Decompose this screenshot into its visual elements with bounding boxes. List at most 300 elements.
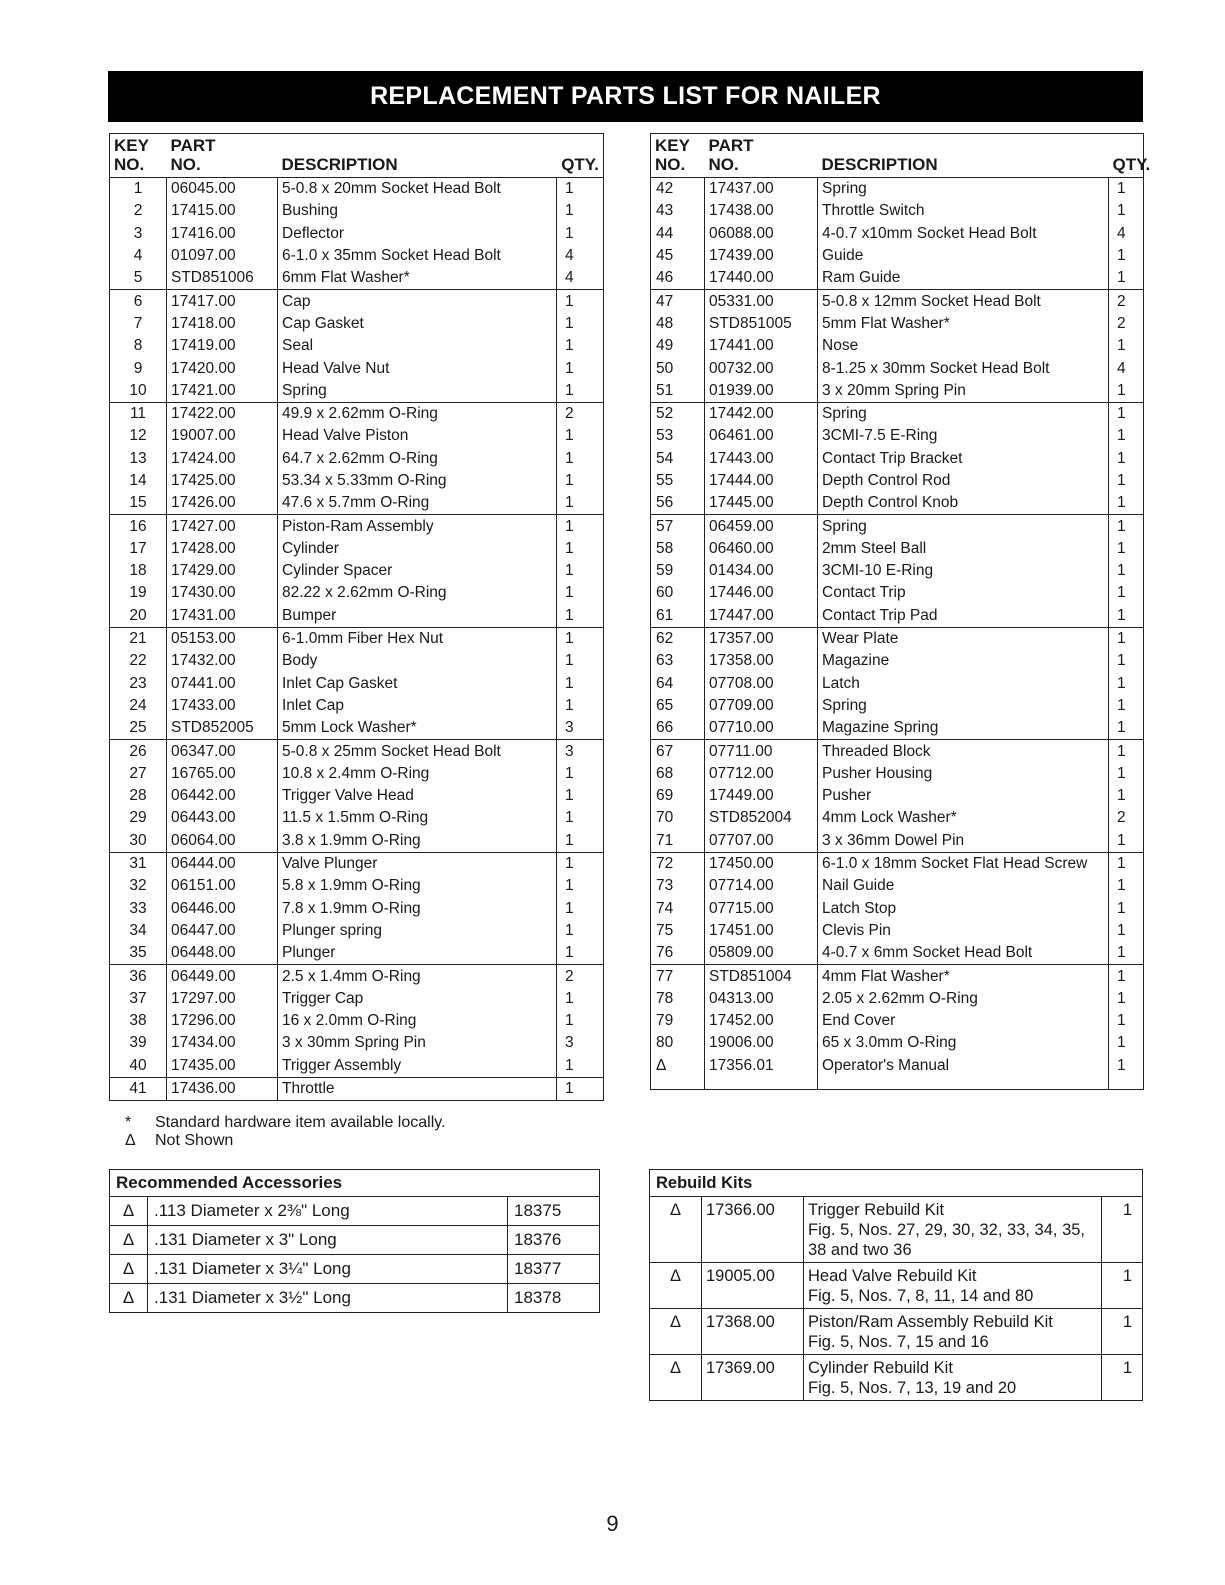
part-description: End Cover: [818, 1010, 1109, 1032]
table-row: [110, 740, 604, 763]
key-number: 52: [651, 402, 705, 425]
table-row: [110, 1077, 604, 1100]
part-description: 7.8 x 1.9mm O-Ring: [278, 898, 557, 920]
table-row: [651, 740, 1144, 763]
key-number: 48: [656, 314, 674, 332]
part-quantity: 1: [1109, 605, 1144, 628]
part-number: STD851006: [167, 267, 278, 290]
part-number: 17450.00: [705, 852, 818, 875]
part-quantity: 1: [557, 898, 604, 920]
part-number: 07711.00: [705, 740, 818, 763]
part-number: 17296.00: [167, 1010, 278, 1032]
table-row: [110, 515, 604, 538]
table-row: [110, 245, 604, 267]
part-quantity: 1: [557, 785, 604, 807]
key-number: 28: [129, 787, 147, 805]
part-description: Spring: [818, 402, 1109, 425]
key-number: 21: [110, 627, 167, 650]
part-number: 17441.00: [705, 335, 818, 357]
part-description: Bumper: [278, 605, 557, 628]
table-row: [651, 335, 1144, 357]
key-number: 67: [651, 740, 705, 763]
table-row: [110, 582, 604, 604]
key-number: 59: [656, 562, 674, 580]
part-quantity: 1: [1109, 1032, 1144, 1054]
part-description: 5mm Lock Washer*: [278, 717, 557, 740]
key-number: 63: [656, 652, 674, 670]
part-description: 64.7 x 2.62mm O-Ring: [278, 448, 557, 470]
table-row: [110, 627, 604, 650]
part-quantity: 1: [557, 627, 604, 650]
part-description: 8-1.25 x 30mm Socket Head Bolt: [818, 357, 1109, 379]
rebuild-kit-row: [650, 1309, 1143, 1355]
table-row: [110, 942, 604, 965]
header-part: PART NO.: [705, 134, 818, 178]
part-description: 5.8 x 1.9mm O-Ring: [278, 875, 557, 897]
part-description: Piston-Ram Assembly: [278, 515, 557, 538]
part-quantity: 1: [557, 852, 604, 875]
part-description: Operator's Manual: [818, 1055, 1109, 1077]
table-row: [110, 898, 604, 920]
table-row: [651, 245, 1144, 267]
part-description: Trigger Assembly: [278, 1055, 557, 1078]
part-description: Contact Trip: [818, 582, 1109, 604]
table-row: [110, 875, 604, 897]
key-number: 77: [651, 965, 705, 988]
key-number: 23: [129, 674, 147, 692]
part-description: 2.5 x 1.4mm O-Ring: [278, 965, 557, 988]
part-number: 17419.00: [167, 335, 278, 357]
part-description: 4mm Lock Washer*: [818, 807, 1109, 829]
part-number: 17446.00: [705, 582, 818, 604]
part-number: 06449.00: [167, 965, 278, 988]
part-description: Pusher Housing: [818, 763, 1109, 785]
part-quantity: 1: [1109, 538, 1144, 560]
part-quantity: 1: [1109, 492, 1144, 515]
kit-quantity: 1: [1102, 1309, 1143, 1355]
part-number: 17431.00: [167, 605, 278, 628]
part-quantity: 4: [557, 267, 604, 290]
part-quantity: 1: [1109, 380, 1144, 403]
part-quantity: 1: [1109, 470, 1144, 492]
part-description: Head Valve Piston: [278, 425, 557, 447]
part-quantity: 1: [1109, 673, 1144, 695]
key-number: 35: [129, 944, 147, 962]
table-row: [651, 898, 1144, 920]
kit-part-number: 17368.00: [702, 1309, 804, 1355]
not-shown-symbol: Δ: [650, 1355, 702, 1401]
table-row: [110, 538, 604, 560]
part-description: 65 x 3.0mm O-Ring: [818, 1032, 1109, 1054]
part-quantity: 2: [1109, 807, 1144, 829]
part-quantity: 1: [1109, 875, 1144, 897]
part-number: 01434.00: [705, 560, 818, 582]
table-row: [110, 470, 604, 492]
part-quantity: 1: [1109, 717, 1144, 740]
part-description: Pusher: [818, 785, 1109, 807]
part-description: 11.5 x 1.5mm O-Ring: [278, 807, 557, 829]
part-number: 07714.00: [705, 875, 818, 897]
part-quantity: 1: [557, 290, 604, 313]
part-number: 19006.00: [705, 1032, 818, 1054]
part-description: Depth Control Rod: [818, 470, 1109, 492]
table-row: [651, 223, 1144, 245]
part-quantity: 4: [557, 245, 604, 267]
key-number: 27: [129, 764, 147, 782]
part-description: 6-1.0 x 18mm Socket Flat Head Screw: [818, 852, 1109, 875]
accessory-description: .131 Diameter x 3½" Long: [148, 1284, 508, 1313]
part-number: 06442.00: [167, 785, 278, 807]
kit-name: Head Valve Rebuild Kit: [808, 1267, 977, 1285]
part-description: Clevis Pin: [818, 920, 1109, 942]
key-number: 12: [129, 427, 147, 445]
part-number: 17356.01: [705, 1055, 818, 1077]
part-number: 05809.00: [705, 942, 818, 965]
table-row: [651, 763, 1144, 785]
key-number: 49: [656, 337, 674, 355]
part-description: Spring: [818, 178, 1109, 201]
part-number: 05331.00: [705, 290, 818, 313]
key-number: 19: [129, 584, 147, 602]
key-number: 55: [656, 472, 674, 489]
part-number: 07710.00: [705, 717, 818, 740]
table-row: [651, 357, 1144, 379]
table-row: [651, 605, 1144, 628]
part-quantity: 1: [557, 1077, 604, 1100]
accessory-part-number: 18377: [508, 1255, 600, 1284]
part-quantity: 1: [1109, 830, 1144, 853]
part-quantity: 2: [1109, 313, 1144, 335]
key-number: 53: [656, 427, 674, 445]
table-row: [651, 785, 1144, 807]
parts-table-header: [651, 134, 1144, 178]
header-description: DESCRIPTION: [278, 134, 557, 178]
key-number: 54: [656, 449, 674, 467]
table-row: [651, 380, 1144, 403]
parts-table-header: [110, 134, 604, 178]
part-number: 17432.00: [167, 650, 278, 672]
key-number: 75: [656, 921, 674, 939]
part-quantity: 1: [1109, 582, 1144, 604]
part-number: 07715.00: [705, 898, 818, 920]
part-quantity: 1: [557, 942, 604, 965]
part-quantity: 1: [557, 605, 604, 628]
part-number: 01939.00: [705, 380, 818, 403]
key-number: 18: [129, 562, 147, 580]
part-description: Trigger Valve Head: [278, 785, 557, 807]
page-number: 9: [606, 1511, 619, 1536]
accessory-row: [110, 1226, 600, 1255]
part-description: Plunger spring: [278, 920, 557, 942]
key-number: 30: [129, 831, 147, 849]
header-qty: QTY.: [1109, 134, 1144, 178]
part-quantity: 1: [557, 470, 604, 492]
table-row: [110, 380, 604, 403]
part-quantity: 1: [1109, 898, 1144, 920]
key-number: 80: [656, 1034, 674, 1052]
part-quantity: 1: [1109, 200, 1144, 222]
table-row: [651, 852, 1144, 875]
key-number: 51: [656, 381, 674, 399]
key-number: 4: [133, 247, 143, 265]
table-row: [651, 402, 1144, 425]
part-description: 3CMI-10 E-Ring: [818, 560, 1109, 582]
key-number: 60: [656, 584, 674, 602]
table-filler-row: [651, 1077, 1144, 1090]
part-quantity: 1: [557, 650, 604, 672]
part-quantity: 1: [1109, 335, 1144, 357]
footnote: [125, 1114, 446, 1132]
part-description: Inlet Cap: [278, 695, 557, 717]
part-quantity: 1: [1109, 245, 1144, 267]
part-description: 6-1.0 x 35mm Socket Head Bolt: [278, 245, 557, 267]
kit-part-number: 19005.00: [702, 1263, 804, 1309]
table-row: [651, 313, 1144, 335]
key-number: 62: [651, 627, 705, 650]
kit-quantity: 1: [1102, 1197, 1143, 1263]
key-number: 1: [133, 180, 143, 198]
part-quantity: 1: [1109, 852, 1144, 875]
part-quantity: 1: [1109, 515, 1144, 538]
key-number: 68: [656, 764, 674, 782]
part-description: Cap Gasket: [278, 313, 557, 335]
table-row: [110, 560, 604, 582]
part-description: Throttle: [278, 1077, 557, 1100]
part-description: Valve Plunger: [278, 852, 557, 875]
table-row: [110, 1010, 604, 1032]
table-row: [110, 1055, 604, 1078]
footnote-symbol: Δ: [125, 1132, 136, 1149]
part-description: 3 x 20mm Spring Pin: [818, 380, 1109, 403]
part-quantity: 3: [557, 1032, 604, 1054]
kit-description: [804, 1263, 1102, 1309]
part-description: Nail Guide: [818, 875, 1109, 897]
part-quantity: 1: [1109, 695, 1144, 717]
part-description: 3 x 36mm Dowel Pin: [818, 830, 1109, 853]
table-row: [651, 1032, 1144, 1054]
header-part: PART NO.: [167, 134, 278, 178]
key-number: 14: [129, 472, 147, 489]
table-row: [651, 717, 1144, 740]
table-row: [651, 582, 1144, 604]
part-number: 06151.00: [167, 875, 278, 897]
table-row: [110, 807, 604, 829]
part-quantity: 1: [557, 582, 604, 604]
part-number: 17428.00: [167, 538, 278, 560]
key-number: 74: [656, 899, 674, 917]
part-description: Ram Guide: [818, 267, 1109, 290]
part-number: 05153.00: [167, 627, 278, 650]
part-number: 07712.00: [705, 763, 818, 785]
key-number: 43: [656, 202, 674, 220]
part-quantity: 1: [557, 357, 604, 379]
part-number: 17422.00: [167, 402, 278, 425]
part-number: 17421.00: [167, 380, 278, 403]
part-number: 01097.00: [167, 245, 278, 267]
key-number: 13: [129, 449, 147, 467]
part-quantity: 1: [557, 492, 604, 515]
kit-part-number: 17369.00: [702, 1355, 804, 1401]
part-description: Head Valve Nut: [278, 357, 557, 379]
kit-detail: Fig. 5, Nos. 27, 29, 30, 32, 33, 34, 35, 38 and two 36: [808, 1221, 1086, 1259]
part-description: Magazine: [818, 650, 1109, 672]
table-row: [110, 492, 604, 515]
part-number: 17415.00: [167, 200, 278, 222]
part-description: 3.8 x 1.9mm O-Ring: [278, 830, 557, 853]
table-row: [110, 717, 604, 740]
part-number: 17417.00: [167, 290, 278, 313]
part-number: 06045.00: [167, 178, 278, 201]
part-description: 4-0.7 x 6mm Socket Head Bolt: [818, 942, 1109, 965]
part-description: 47.6 x 5.7mm O-Ring: [278, 492, 557, 515]
key-number: 47: [651, 290, 705, 313]
part-number: STD851005: [705, 313, 818, 335]
key-number: 37: [129, 989, 147, 1007]
key-number: 69: [656, 787, 674, 805]
part-number: 06064.00: [167, 830, 278, 853]
part-quantity: 1: [557, 807, 604, 829]
table-row: [651, 627, 1144, 650]
accessory-part-number: 18375: [508, 1197, 600, 1226]
footnotes: [125, 1114, 446, 1150]
part-number: 17442.00: [705, 402, 818, 425]
part-quantity: 1: [557, 313, 604, 335]
part-number: 17437.00: [705, 178, 818, 201]
empty-cell: [818, 1077, 1109, 1090]
table-row: [651, 673, 1144, 695]
table-row: [110, 223, 604, 245]
not-shown-symbol: Δ: [650, 1263, 702, 1309]
part-quantity: 1: [1109, 920, 1144, 942]
table-row: [651, 650, 1144, 672]
table-row: [110, 650, 604, 672]
table-row: [651, 1055, 1144, 1077]
part-quantity: 1: [1109, 402, 1144, 425]
accessory-description: .113 Diameter x 2⅜" Long: [148, 1197, 508, 1226]
part-description: 53.34 x 5.33mm O-Ring: [278, 470, 557, 492]
part-quantity: 1: [1109, 763, 1144, 785]
part-description: Bushing: [278, 200, 557, 222]
kit-quantity: 1: [1102, 1263, 1143, 1309]
part-description: Guide: [818, 245, 1109, 267]
rebuild-kit-row: [650, 1263, 1143, 1309]
table-row: [110, 313, 604, 335]
table-row: [651, 470, 1144, 492]
part-quantity: 1: [557, 448, 604, 470]
part-number: 07441.00: [167, 673, 278, 695]
key-number: 8: [133, 337, 143, 355]
part-number: 06460.00: [705, 538, 818, 560]
part-quantity: 2: [557, 965, 604, 988]
part-number: 17447.00: [705, 605, 818, 628]
footnote: [125, 1132, 446, 1150]
table-row: [651, 425, 1144, 447]
part-number: 17436.00: [167, 1077, 278, 1100]
part-quantity: 1: [557, 830, 604, 853]
part-description: 5mm Flat Washer*: [818, 313, 1109, 335]
table-row: [110, 965, 604, 988]
part-description: 6mm Flat Washer*: [278, 267, 557, 290]
part-description: 4-0.7 x10mm Socket Head Bolt: [818, 223, 1109, 245]
key-number: 34: [129, 921, 147, 939]
part-description: Cylinder Spacer: [278, 560, 557, 582]
accessories-title: Recommended Accessories: [110, 1170, 600, 1197]
not-shown-symbol: Δ: [110, 1197, 148, 1226]
part-quantity: 1: [1109, 650, 1144, 672]
part-quantity: 1: [1109, 785, 1144, 807]
part-quantity: 3: [557, 717, 604, 740]
key-number: 71: [656, 831, 674, 849]
key-number: 9: [133, 359, 143, 377]
rebuild-kits-table: [649, 1169, 1143, 1401]
not-shown-symbol: Δ: [110, 1284, 148, 1313]
part-quantity: 4: [1109, 223, 1144, 245]
key-number: 7: [133, 314, 143, 332]
key-number: 38: [129, 1012, 147, 1030]
key-number: 42: [656, 180, 674, 198]
part-number: 06461.00: [705, 425, 818, 447]
part-number: 06447.00: [167, 920, 278, 942]
part-number: 06088.00: [705, 223, 818, 245]
part-quantity: 1: [557, 673, 604, 695]
part-description: 2.05 x 2.62mm O-Ring: [818, 988, 1109, 1010]
part-number: 17433.00: [167, 695, 278, 717]
part-number: 17297.00: [167, 988, 278, 1010]
part-description: 49.9 x 2.62mm O-Ring: [278, 402, 557, 425]
part-number: 06448.00: [167, 942, 278, 965]
part-number: 17452.00: [705, 1010, 818, 1032]
part-description: Body: [278, 650, 557, 672]
part-quantity: 1: [557, 425, 604, 447]
part-number: 17357.00: [705, 627, 818, 650]
part-number: 17445.00: [705, 492, 818, 515]
empty-cell: [651, 1077, 705, 1090]
not-shown-symbol: Δ: [650, 1197, 702, 1263]
key-number: 44: [656, 224, 674, 242]
part-description: Wear Plate: [818, 627, 1109, 650]
table-row: [651, 920, 1144, 942]
table-row: [651, 1010, 1144, 1032]
table-row: [110, 178, 604, 201]
table-row: [651, 695, 1144, 717]
part-number: 17424.00: [167, 448, 278, 470]
table-row: [651, 538, 1144, 560]
part-quantity: 1: [557, 515, 604, 538]
part-number: 17449.00: [705, 785, 818, 807]
part-description: 3 x 30mm Spring Pin: [278, 1032, 557, 1054]
part-quantity: 4: [1109, 357, 1144, 379]
table-row: [651, 200, 1144, 222]
kit-quantity: 1: [1102, 1355, 1143, 1401]
part-description: 16 x 2.0mm O-Ring: [278, 1010, 557, 1032]
kit-detail: Fig. 5, Nos. 7, 8, 11, 14 and 80: [808, 1287, 1034, 1305]
key-number: 66: [656, 719, 674, 737]
accessory-description: .131 Diameter x 3" Long: [148, 1226, 508, 1255]
table-row: [651, 178, 1144, 201]
table-row: [110, 402, 604, 425]
table-row: [110, 695, 604, 717]
key-number: 64: [656, 674, 674, 692]
kit-detail: Fig. 5, Nos. 7, 13, 19 and 20: [808, 1379, 1017, 1397]
part-number: 17358.00: [705, 650, 818, 672]
part-quantity: 1: [1109, 448, 1144, 470]
part-number: 06446.00: [167, 898, 278, 920]
part-number: STD851004: [705, 965, 818, 988]
not-shown-symbol: Δ: [110, 1255, 148, 1284]
part-description: Nose: [818, 335, 1109, 357]
part-number: 17434.00: [167, 1032, 278, 1054]
key-number: 46: [656, 269, 674, 287]
